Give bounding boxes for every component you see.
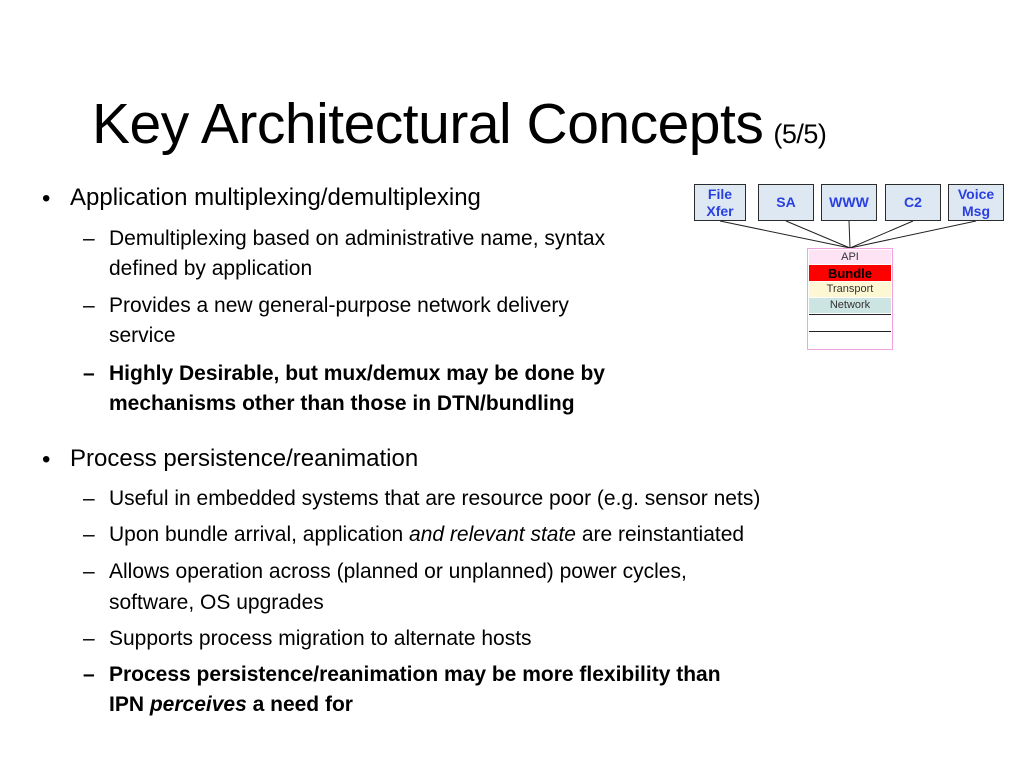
protocol-stack-diagram (690, 184, 1010, 354)
sub-bullet-line-bold: Highly Desirable, but mux/demux may be done by (109, 362, 605, 385)
sub-bullet-line: Useful in embedded systems that are resource poor (e.g. sensor nets) (109, 487, 761, 510)
dash-marker: – (83, 560, 95, 583)
layer-bundle: Bundle (809, 265, 891, 281)
layer-transport: Transport (809, 282, 891, 297)
app-label: File (707, 185, 733, 202)
app-label: Xfer (706, 202, 734, 219)
dash-marker: – (83, 627, 95, 650)
app-box-file-xfer (694, 184, 746, 221)
app-label: WWW (829, 194, 869, 210)
sub-bullet-line: Supports process migration to alternate hosts (109, 627, 532, 650)
sub-bullet-text: Upon bundle arrival, application (109, 523, 410, 546)
dash-marker: – (83, 362, 95, 385)
bullet-application-multiplexing: Application multiplexing/demultiplexing (70, 184, 481, 211)
bullet-marker: • (42, 185, 51, 212)
layer-network: Network (809, 298, 891, 313)
dash-marker: – (83, 294, 95, 317)
app-box-www (821, 184, 877, 221)
sub-bullet-line (109, 524, 744, 545)
sub-bullet-text: IPN (109, 693, 150, 716)
protocol-stack (807, 248, 893, 350)
layer-divider (809, 331, 891, 332)
slide-title-text: Key Architectural Concepts (92, 92, 764, 156)
sub-bullet-line: service (109, 324, 176, 347)
dash-marker: – (83, 487, 95, 510)
sub-bullet-text: a need for (246, 693, 353, 716)
dash-marker: – (83, 663, 95, 686)
dash-marker: – (83, 227, 95, 250)
sub-bullet-line-bold: Process persistence/reanimation may be more flexibility than (109, 663, 721, 686)
sub-bullet-line: Demultiplexing based on administrative name, syntax (109, 227, 606, 250)
dash-marker: – (83, 523, 95, 546)
app-box-sa (758, 184, 814, 221)
layer-divider (809, 314, 891, 315)
slide-title-suffix: (5/5) (773, 119, 827, 149)
sub-bullet-line: software, OS upgrades (109, 591, 324, 614)
layer-api: API (809, 250, 891, 264)
sub-bullet-italic: and relevant state (409, 523, 576, 546)
sub-bullet-line-bold (109, 694, 353, 715)
app-box-voice-msg (948, 184, 1004, 221)
app-label: Msg (962, 202, 990, 219)
sub-bullet-italic: perceives (149, 693, 247, 716)
sub-bullet-line: Allows operation across (planned or unplanned) power cycles, (109, 560, 687, 583)
sub-bullet-line: Provides a new general-purpose network delivery (109, 294, 569, 317)
bullet-marker: • (42, 446, 51, 473)
sub-bullet-text: are reinstantiated (575, 523, 745, 546)
bullet-process-persistence: Process persistence/reanimation (70, 445, 419, 472)
app-label: C2 (904, 194, 922, 210)
app-label: Voice (957, 185, 995, 202)
app-box-c2 (885, 184, 941, 221)
app-label: SA (776, 194, 796, 210)
sub-bullet-line: defined by application (109, 257, 313, 280)
slide-title (92, 92, 827, 156)
sub-bullet-line-bold: mechanisms other than those in DTN/bundling (109, 392, 575, 415)
